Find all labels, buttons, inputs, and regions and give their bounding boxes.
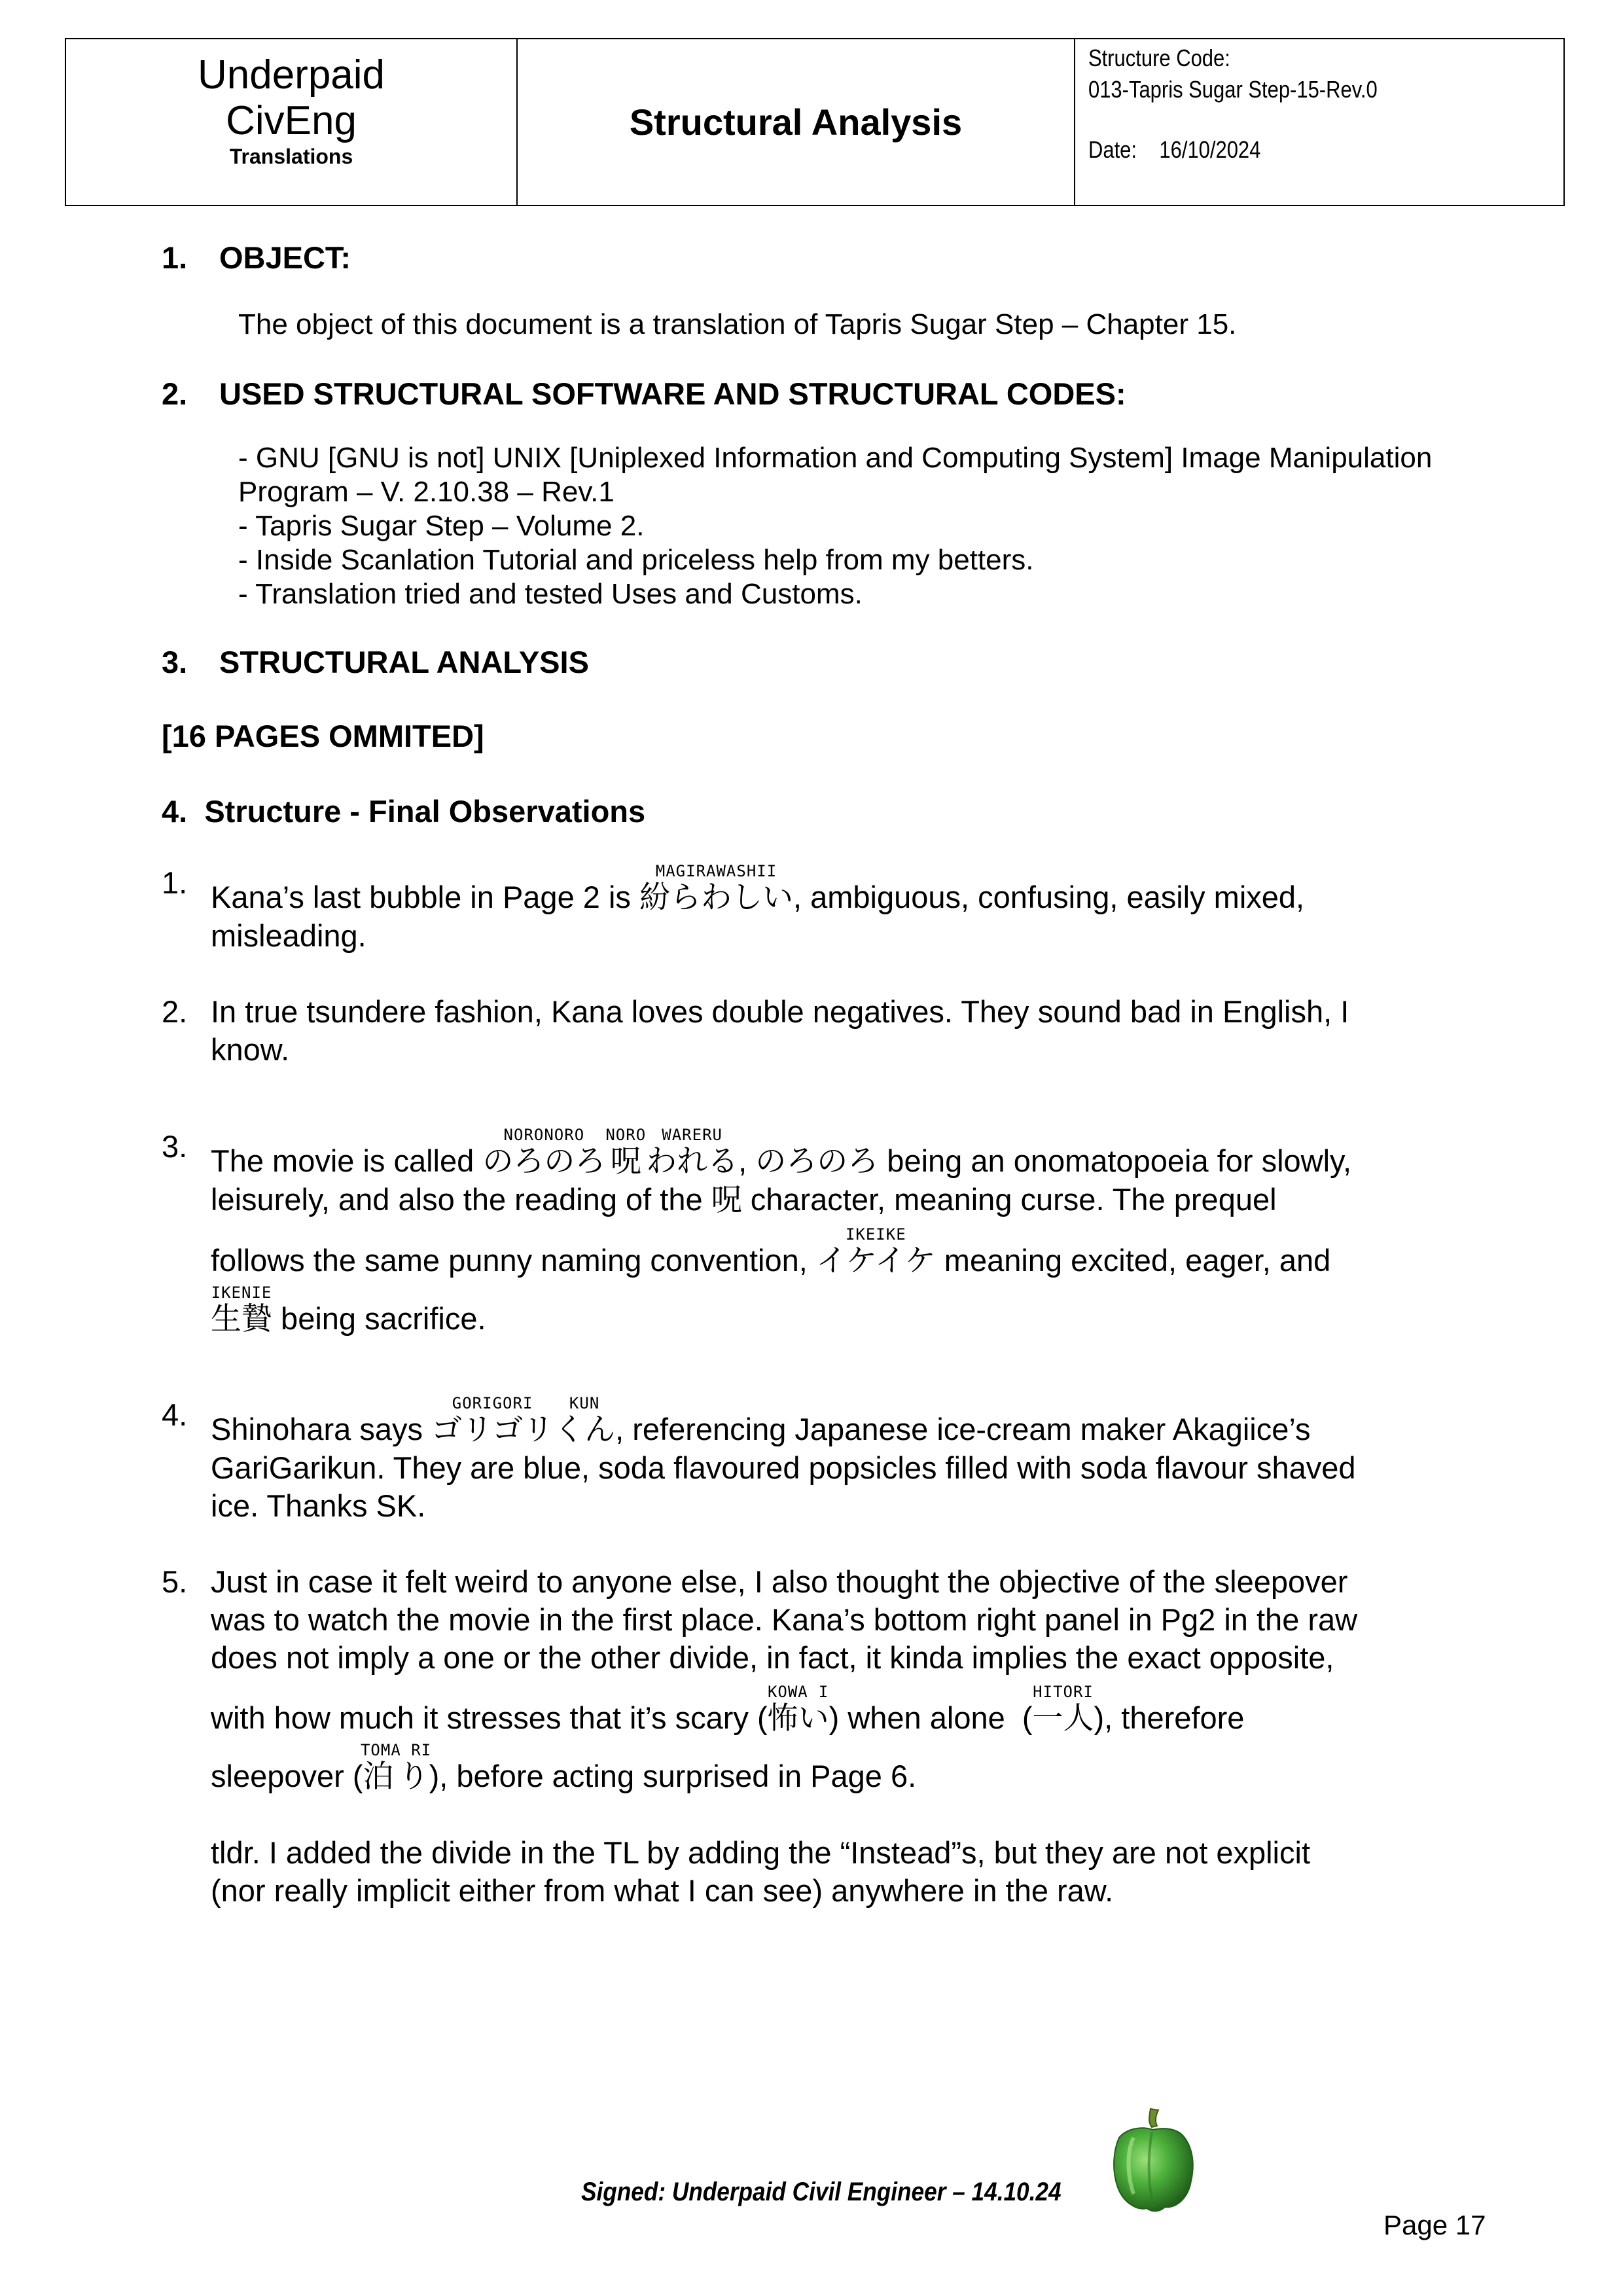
page-number: Page 17	[1383, 2210, 1486, 2240]
furigana-term	[211, 1283, 272, 1337]
section-title: OBJECT:	[219, 240, 351, 275]
section-title: STRUCTURAL ANALYSIS	[219, 645, 589, 679]
structure-code-value: 013-Tapris Sugar Step-15-Rev.0	[1088, 76, 1378, 103]
furigana-term	[554, 1394, 616, 1448]
brand-line-2: CivEng	[226, 98, 357, 143]
text-run: Kana’s last bubble in Page 2 is	[211, 880, 639, 914]
observation-3	[162, 1126, 1507, 1338]
romaji-reading: GORIGORI	[431, 1394, 554, 1412]
header-brand-cell	[66, 39, 518, 205]
brand-line-1: Underpaid	[197, 52, 385, 98]
furigana-term	[815, 1225, 936, 1279]
green-bell-pepper-icon	[1099, 2104, 1204, 2215]
text-run: The movie is called	[211, 1143, 483, 1178]
section-2-heading	[162, 376, 1126, 412]
observation-text	[211, 1685, 1507, 1738]
japanese-text: 紛らわしい	[639, 880, 793, 916]
signature-line: Signed: Underpaid Civil Engineer – 14.10.24	[581, 2178, 1061, 2206]
furigana-term	[360, 1741, 432, 1795]
text-run: leisurely, and also the reading of the	[211, 1182, 711, 1217]
furigana-term	[1032, 1683, 1094, 1736]
text-run: ), therefore	[1094, 1700, 1245, 1735]
observation-text	[211, 1181, 1507, 1219]
observation-text-line: In true tsundere fashion, Kana loves double negatives. They sound bad in English, I	[211, 994, 1349, 1029]
observation-text-line: was to watch the movie in the first place. Kana’s bottom right panel in Pg2 in the raw	[211, 1602, 1358, 1637]
observation-text-line: GariGarikun. They are blue, soda flavoured popsicles filled with soda flavour shaved	[211, 1450, 1356, 1485]
text-run: ,	[738, 1143, 756, 1178]
japanese-text: 泊り	[360, 1759, 432, 1795]
brand-subtitle: Translations	[229, 145, 353, 168]
observation-number: 5.	[162, 1564, 188, 1599]
observation-1	[162, 862, 1507, 955]
text-run: being sacrifice.	[272, 1301, 486, 1336]
section-3-heading	[162, 644, 589, 680]
structure-code-label: Structure Code:	[1088, 45, 1230, 71]
section-number: 1.	[162, 240, 188, 275]
text-run: Shinohara says	[211, 1412, 432, 1446]
list-item: Program – V. 2.10.38 – Rev.1	[238, 476, 615, 508]
list-item: - Tapris Sugar Step – Volume 2.	[238, 510, 645, 542]
romaji-reading: NORO	[605, 1126, 647, 1144]
romaji-reading: MAGIRAWASHII	[639, 862, 793, 880]
furigana-term	[646, 1126, 739, 1179]
romaji-reading: KOWA I	[767, 1683, 829, 1701]
tldr-line: (nor really implicit either from what I can see) anywhere in the raw.	[211, 1873, 1114, 1908]
observation-text	[211, 864, 1507, 917]
observation-number: 2.	[162, 994, 188, 1029]
observation-number: 3.	[162, 1129, 188, 1164]
observation-text	[211, 1227, 1507, 1280]
observation-4	[162, 1394, 1507, 1525]
romaji-reading: KUN	[554, 1394, 616, 1412]
furigana-term	[767, 1683, 829, 1736]
romaji-reading: WARERU	[646, 1126, 739, 1144]
observation-text-line: misleading.	[211, 918, 366, 953]
observation-text	[211, 1743, 1507, 1796]
text-run: ) when alone (	[829, 1700, 1033, 1735]
section-number: 2.	[162, 376, 188, 411]
text-run: , referencing Japanese ice-cream maker Akagiice’s	[615, 1412, 1311, 1446]
furigana-term	[482, 1126, 606, 1179]
furigana-term	[605, 1126, 647, 1179]
text-run: character, meaning curse. The prequel	[741, 1182, 1277, 1217]
tldr-line: tldr. I added the divide in the TL by adding the “Instead”s, but they are not explicit	[211, 1835, 1310, 1870]
date-row	[1088, 134, 1497, 166]
text-run: ), before acting surprised in Page 6.	[429, 1759, 917, 1793]
text-run: being an onomatopoeia for slowly,	[878, 1143, 1352, 1178]
date-label: Date:	[1088, 136, 1137, 163]
japanese-text: のろのろ	[755, 1143, 879, 1179]
structure-code-block	[1088, 43, 1497, 166]
romaji-reading: TOMA RI	[360, 1741, 432, 1759]
document-title: Structural Analysis	[629, 101, 963, 143]
observation-text-line: know.	[211, 1032, 290, 1067]
observation-2	[162, 993, 1507, 1069]
observation-text	[211, 1285, 1507, 1338]
observation-number: 1.	[162, 865, 188, 900]
section-1-text: The object of this document is a translation of Tapris Sugar Step – Chapter 15.	[238, 308, 1237, 340]
section-1-heading	[162, 240, 351, 276]
observation-text-line: Just in case it felt weird to anyone else, I also thought the objective of the sleepover	[211, 1564, 1348, 1599]
japanese-text: のろのろ	[482, 1143, 606, 1179]
observation-number: 4.	[162, 1397, 188, 1432]
romaji-reading: NORONORO	[482, 1126, 606, 1144]
list-item: - GNU [GNU is not] UNIX [Uniplexed Information and Computing System] Image Manipulation	[238, 442, 1433, 474]
header-meta-cell	[1075, 39, 1563, 205]
omitted-pages-note: [16 PAGES OMMITED]	[162, 719, 484, 753]
text-run: meaning excited, eager, and	[935, 1243, 1331, 1278]
observation-text	[211, 1128, 1507, 1181]
text-run: sleepover (	[211, 1759, 363, 1793]
japanese-text: くん	[554, 1412, 616, 1448]
list-item: - Inside Scanlation Tutorial and priceless help from my betters.	[238, 544, 1034, 576]
furigana-term	[431, 1394, 554, 1448]
observation-text	[211, 1396, 1507, 1449]
japanese-text: イケイケ	[815, 1243, 936, 1279]
section-number: 3.	[162, 645, 188, 679]
date-value: 16/10/2024	[1159, 136, 1261, 163]
japanese-text: 生贄	[211, 1301, 272, 1337]
romaji-reading: HITORI	[1032, 1683, 1094, 1701]
text-run: follows the same punny naming convention,	[211, 1243, 816, 1278]
japanese-text: われる	[646, 1143, 739, 1179]
list-item: - Translation tried and tested Uses and Customs.	[238, 578, 863, 610]
final-observations-list	[162, 862, 1507, 1910]
japanese-text: 一人	[1032, 1700, 1094, 1736]
furigana-term	[639, 862, 793, 916]
japanese-text: 呪	[605, 1143, 647, 1179]
text-run: , ambiguous, confusing, easily mixed,	[793, 880, 1305, 914]
header-title-cell	[518, 39, 1075, 205]
observation-5	[162, 1563, 1507, 1910]
document-header	[65, 38, 1565, 206]
observation-text-line: does not imply a one or the other divide, in fact, it kinda implies the exact opposite,	[211, 1640, 1334, 1675]
section-title: USED STRUCTURAL SOFTWARE AND STRUCTURAL CODES:	[219, 376, 1126, 411]
romaji-reading: IKEIKE	[815, 1225, 936, 1244]
japanese-text: 呪	[711, 1182, 742, 1218]
observation-text-line: ice. Thanks SK.	[211, 1488, 426, 1523]
section-4-heading: 4. Structure - Final Observations	[162, 794, 646, 829]
romaji-reading: IKENIE	[211, 1283, 272, 1302]
japanese-text: 怖い	[767, 1700, 829, 1736]
japanese-text: ゴリゴリ	[431, 1412, 554, 1448]
text-run: with how much it stresses that it’s scary (	[211, 1700, 768, 1735]
section-2-list	[238, 441, 1432, 611]
